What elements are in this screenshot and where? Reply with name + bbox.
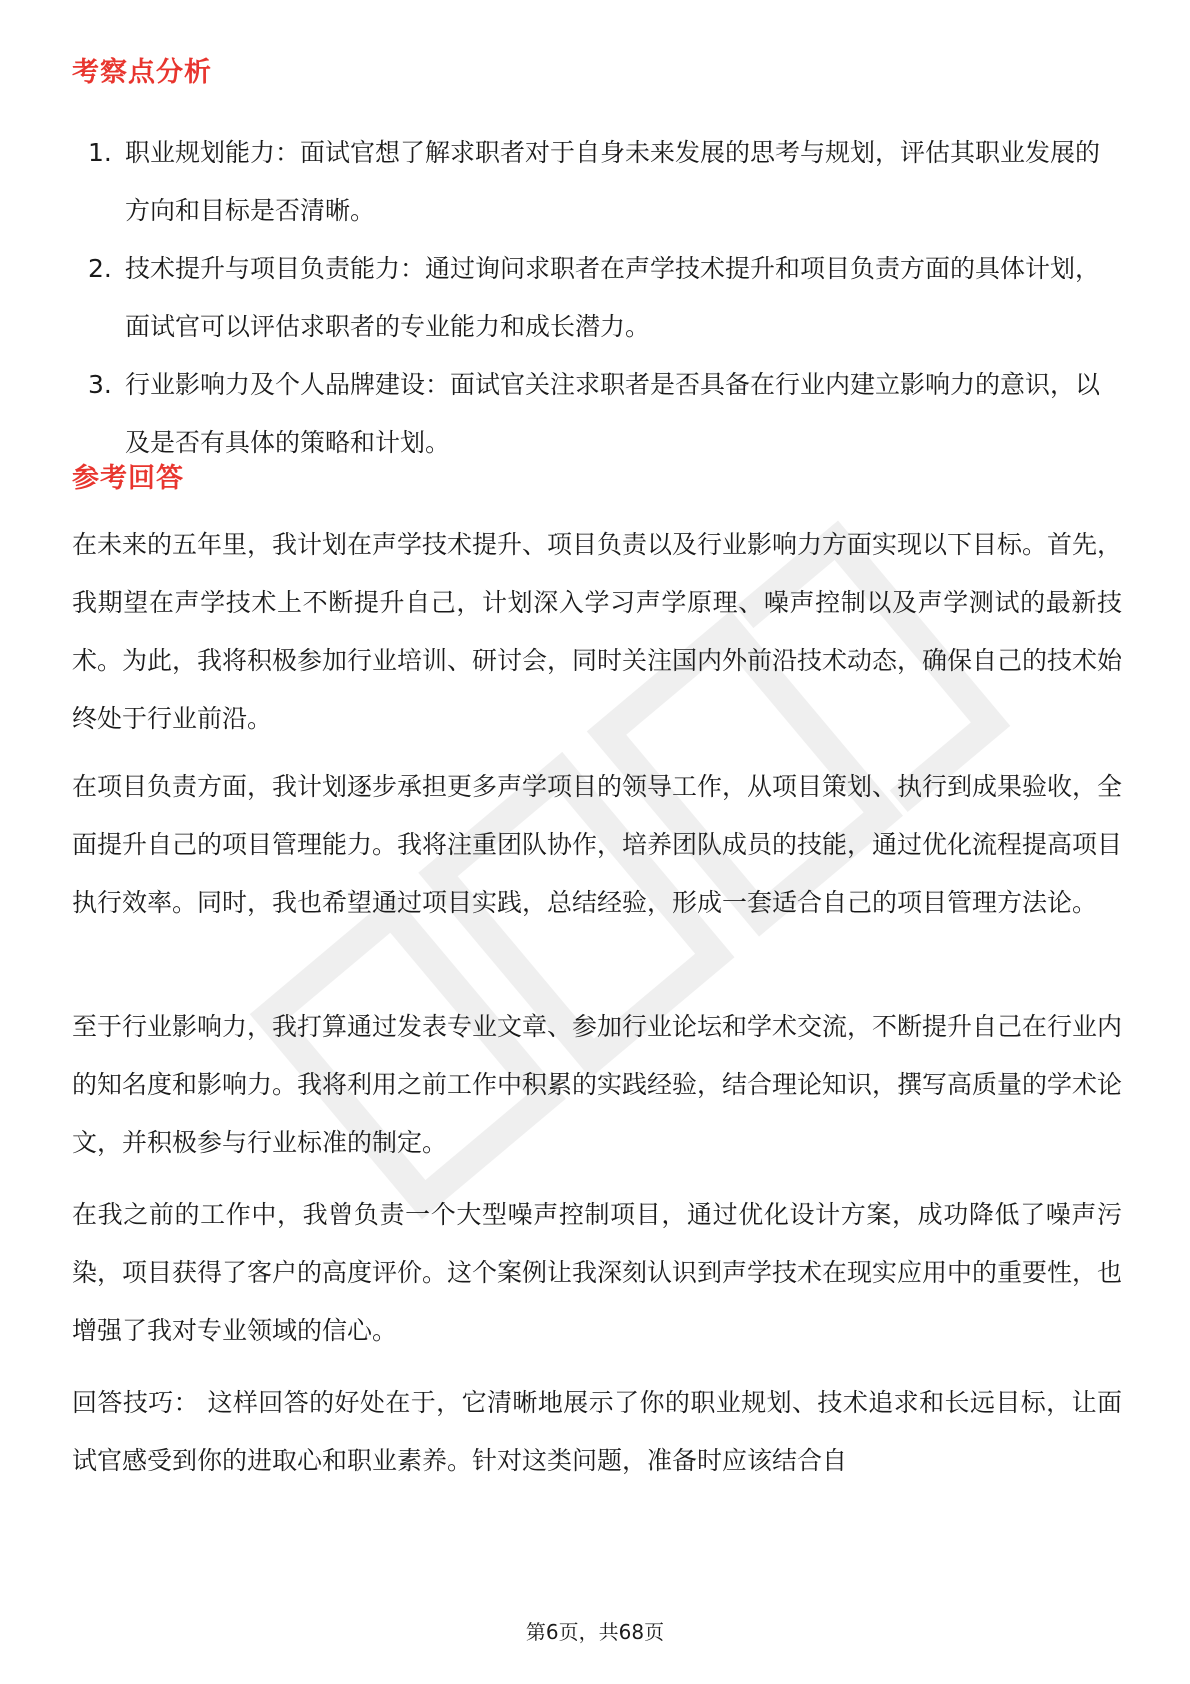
list-item-text: 行业影响力及个人品牌建设：面试官关注求职者是否具备在行业内建立影响力的意识，以及是否有具体的策略和计划。 [125,370,1101,457]
list-item-text: 技术提升与项目负责能力：通过询问求职者在声学技术提升和项目负责方面的具体计划，面试官可以评估求职者的专业能力和成长潜力。 [125,254,1101,341]
answer-section-title: 参考回答 [72,463,184,494]
answer-paragraph-1: 在未来的五年里，我计划在声学技术提升、项目负责以及行业影响力方面实现以下目标。首先，我期望在声学技术上不断提升自己，计划深入学习声学原理、噪声控制以及声学测试的最新技术。为此，我将积极参加行业培训、研讨会，同时关注国内外前沿技术动态，确保自己的技术始终处于行业前沿。 [72,530,1123,733]
page-number: 第6页，共68页 [525,1620,665,1644]
analysis-list [72,124,1122,472]
answer-paragraph-4: 在我之前的工作中，我曾负责一个大型噪声控制项目，通过优化设计方案，成功降低了噪声污染，项目获得了客户的高度评价。这个案例让我深刻认识到声学技术在现实应用中的重要性，也增强了我对专业领域的信心。 [72,1200,1123,1345]
list-item-number: 2. [88,254,112,283]
answer-paragraph-3: 至于行业影响力，我打算通过发表专业文章、参加行业论坛和学术交流，不断提升自己在行业内的知名度和影响力。我将利用之前工作中积累的实践经验，结合理论知识，撰写高质量的学术论文，并积极参与行业标准的制定。 [72,1012,1123,1157]
list-item [72,124,1122,240]
answer-tips-paragraph: 回答技巧： 这样回答的好处在于，它清晰地展示了你的职业规划、技术追求和长远目标，让面试官感受到你的进取心和职业素养。针对这类问题，准备时应该结合自 [72,1388,1122,1475]
list-item-number: 1. [88,138,112,167]
list-item [72,356,1122,472]
list-item-text: 职业规划能力：面试官想了解求职者对于自身未来发展的思考与规划，评估其职业发展的方向和目标是否清晰。 [125,138,1101,225]
list-item [72,240,1122,356]
list-item-number: 3. [88,370,112,399]
analysis-section-title: 考察点分析 [72,57,212,88]
answer-paragraph-2: 在项目负责方面，我计划逐步承担更多声学项目的领导工作，从项目策划、执行到成果验收，全面提升自己的项目管理能力。我将注重团队协作，培养团队成员的技能，通过优化流程提高项目执行效率。同时，我也希望通过项目实践，总结经验，形成一套适合自己的项目管理方法论。 [72,772,1123,917]
